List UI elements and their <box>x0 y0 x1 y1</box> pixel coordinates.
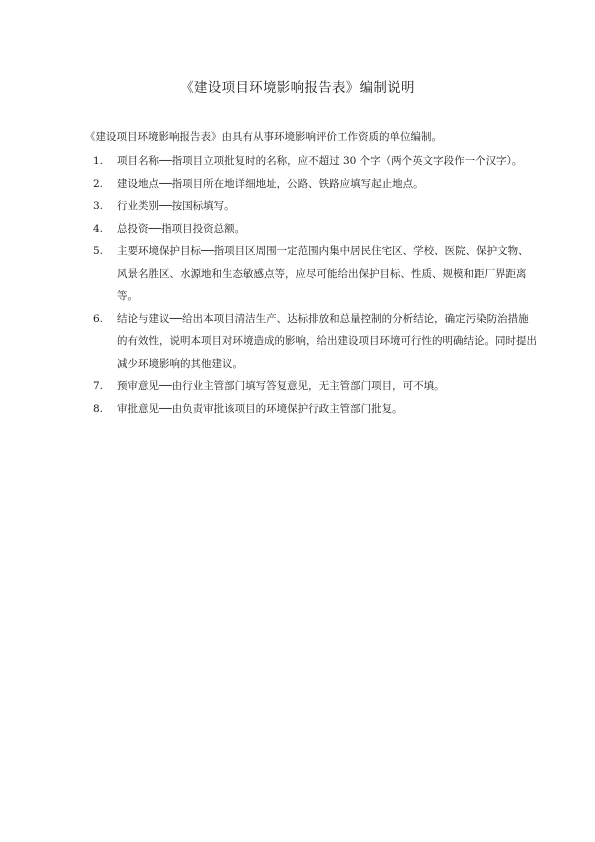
item-number: 1. <box>93 155 104 167</box>
list-item <box>93 173 538 196</box>
item-text: 主要环境保护目标──指项目区周围一定范围内集中居民住宅区、学校、医院、保护文物、风景名胜区、水源地和生态敏感点等，应尽可能给出保护目标、性质、规模和距厂界距离等。 <box>117 245 529 302</box>
instruction-list <box>93 150 538 420</box>
item-number: 4. <box>93 222 104 235</box>
item-text: 建设地点──指项目所在地详细地址，公路、铁路应填写起止地点。 <box>117 177 424 190</box>
item-text: 审批意见──由负责审批该项目的环境保护行政主管部门批复。 <box>117 402 403 415</box>
item-text: 预审意见──由行业主管部门填写答复意见，无主管部门项目，可不填。 <box>117 380 445 392</box>
item-number: 8. <box>93 402 104 415</box>
list-item <box>93 218 538 241</box>
list-item <box>93 240 538 308</box>
list-item <box>93 308 538 376</box>
item-text: 行业类别──按国标填写。 <box>117 200 235 212</box>
item-number: 3. <box>93 200 104 212</box>
intro-paragraph: 《建设项目环境影响报告表》由具有从事环境影响评价工作资质的单位编制。 <box>85 131 442 143</box>
page-title: 《建设项目环境影响报告表》编制说明 <box>180 80 415 96</box>
list-item <box>93 375 538 398</box>
item-text: 结论与建议──给出本项目清洁生产、达标排放和总量控制的分析结论，确定污染防治措施的有效性，说明本项目对环境造成的影响，给出建设项目环境可行性的明确结论。同时提出减少环境影响的其他建议。 <box>117 312 537 370</box>
item-number: 2. <box>93 177 104 190</box>
item-number: 6. <box>93 312 104 325</box>
list-item <box>93 150 538 173</box>
item-text: 项目名称──指项目立项批复时的名称，应不超过 30 个字（两个英文字段作一个汉字）。 <box>117 155 523 167</box>
list-item <box>93 398 538 421</box>
list-item <box>93 195 538 218</box>
item-text: 总投资──指项目投资总额。 <box>117 222 246 235</box>
item-number: 5. <box>93 245 104 257</box>
item-number: 7. <box>93 380 104 392</box>
